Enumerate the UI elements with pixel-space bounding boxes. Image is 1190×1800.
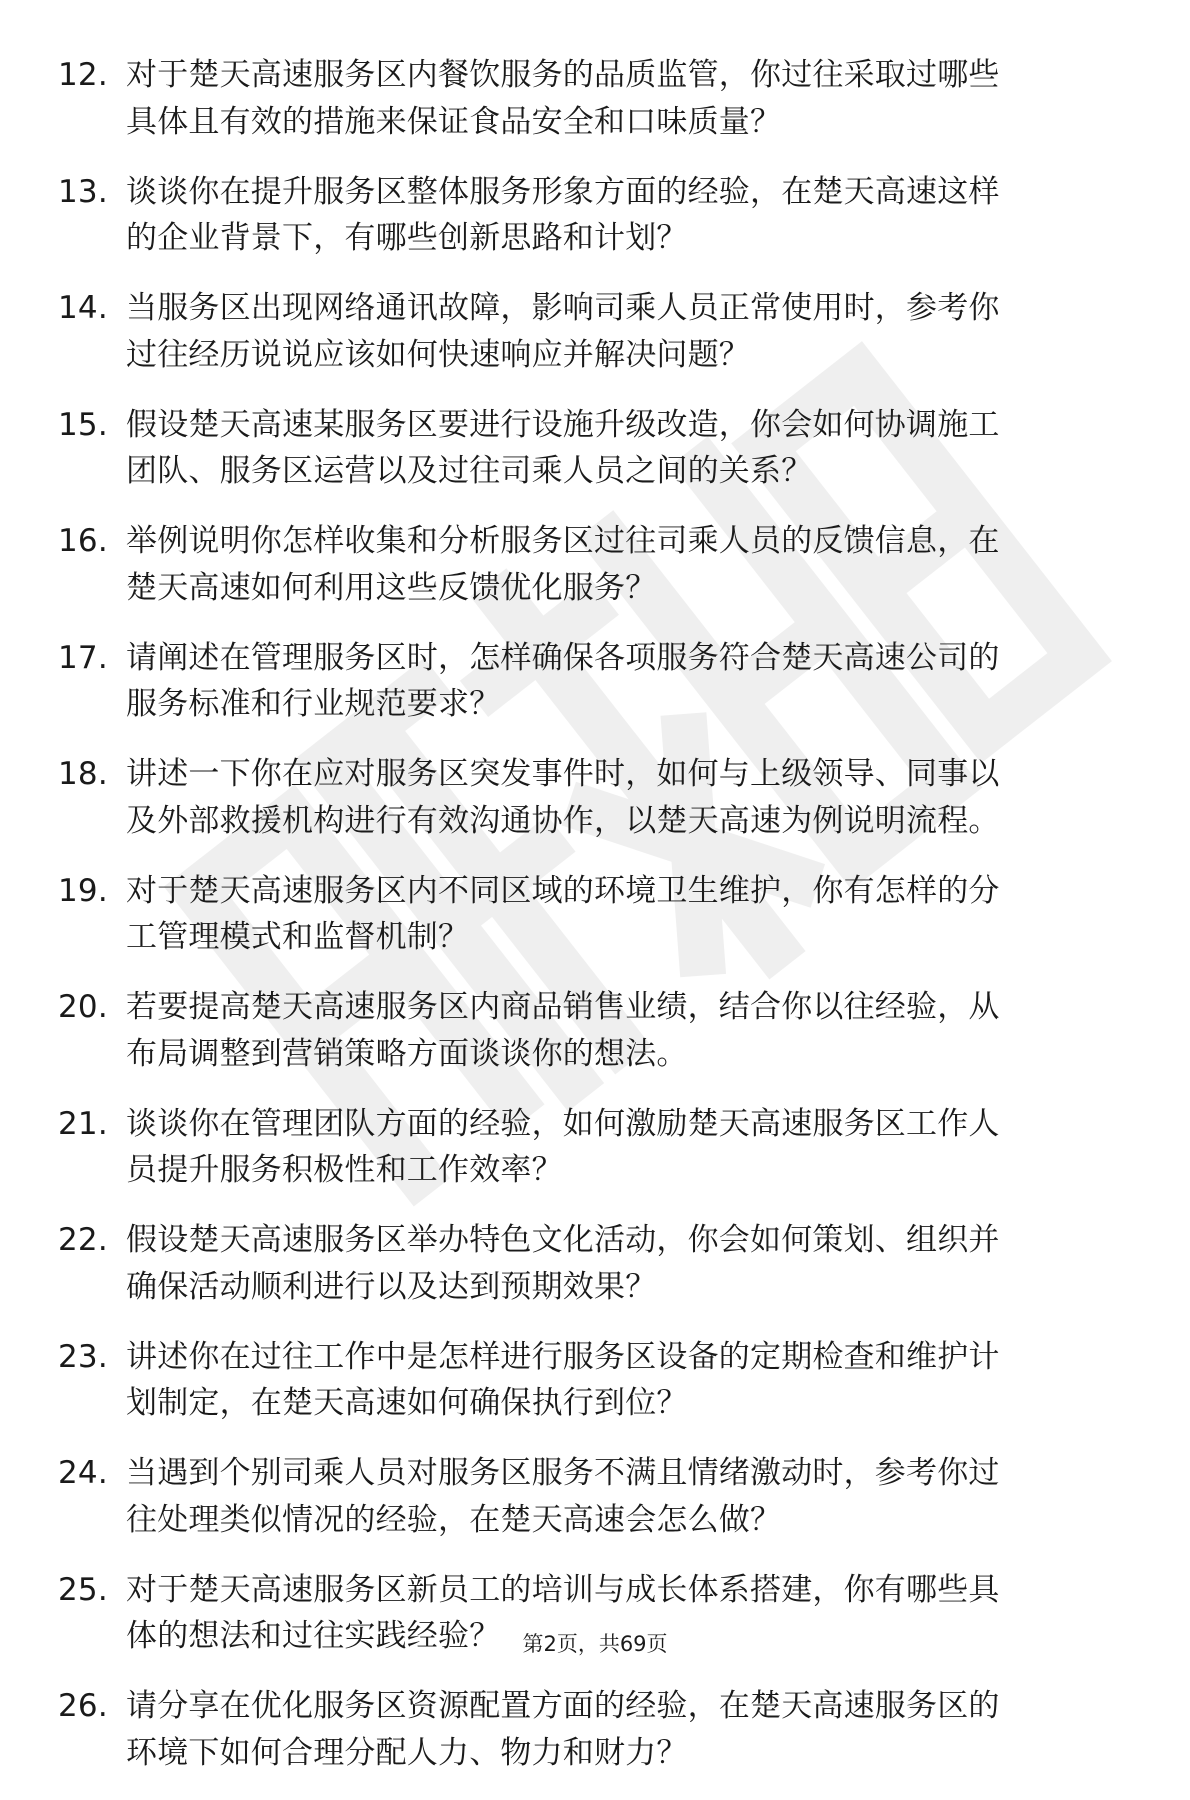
question-line: 划制定，在楚天高速如何确保执行到位？ xyxy=(126,1385,688,1421)
question-number: 21. xyxy=(58,1105,108,1142)
question-line: 团队、服务区运营以及过往司乘人员之间的关系？ xyxy=(126,453,813,489)
question-line: 环境下如何合理分配人力、物力和财力？ xyxy=(126,1734,688,1771)
question-line: 过往经历说说应该如何快速响应并解决问题？ xyxy=(126,336,750,373)
question-line: 确保活动顺利进行以及达到预期效果？ xyxy=(126,1268,657,1305)
question-line: 楚天高速如何利用这些反馈优化服务？ xyxy=(126,569,657,606)
list-item xyxy=(58,1450,1118,1543)
list-item xyxy=(58,868,1118,961)
list-item xyxy=(58,635,1118,728)
question-line: 服务标准和行业规范要求？ xyxy=(126,686,501,722)
question-number: 23. xyxy=(58,1338,108,1375)
question-number: 22. xyxy=(58,1222,108,1258)
question-line: 假设楚天高速某服务区要进行设施升级改造，你会如何协调施工 xyxy=(126,406,1000,443)
list-item xyxy=(58,1217,1118,1310)
question-number: 13. xyxy=(58,173,108,210)
question-number: 17. xyxy=(58,639,108,676)
question-line: 谈谈你在管理团队方面的经验，如何激励楚天高速服务区工作人 xyxy=(126,1105,1000,1142)
question-line: 若要提高楚天高速服务区内商品销售业绩，结合你以往经验，从 xyxy=(126,989,1000,1025)
question-number: 18. xyxy=(58,756,108,792)
list-item xyxy=(58,518,1118,611)
list-item xyxy=(58,285,1118,378)
question-line: 布局调整到营销策略方面谈谈你的想法。 xyxy=(126,1035,688,1072)
list-item xyxy=(58,402,1118,495)
question-number: 26. xyxy=(58,1688,108,1724)
question-line: 往处理类似情况的经验，在楚天高速会怎么做？ xyxy=(126,1501,782,1538)
question-line: 讲述一下你在应对服务区突发事件时，如何与上级领导、同事以 xyxy=(126,756,1000,792)
list-item xyxy=(58,52,1118,145)
question-number: 20. xyxy=(58,989,108,1025)
question-line: 的企业背景下，有哪些创新思路和计划？ xyxy=(126,220,688,256)
question-line: 体的想法和过往实践经验？ xyxy=(126,1618,501,1654)
question-number: 12. xyxy=(58,57,108,93)
question-line: 假设楚天高速服务区举办特色文化活动，你会如何策划、组织并 xyxy=(126,1222,1000,1258)
question-line: 对于楚天高速服务区内不同区域的环境卫生维护，你有怎样的分 xyxy=(126,872,1000,909)
question-number: 25. xyxy=(58,1571,108,1608)
question-line: 讲述你在过往工作中是怎样进行服务区设备的定期检查和维护计 xyxy=(126,1338,1000,1375)
question-line: 举例说明你怎样收集和分析服务区过往司乘人员的反馈信息，在 xyxy=(126,523,1000,559)
question-line: 工管理模式和监督机制？ xyxy=(126,919,470,955)
question-line: 员提升服务积极性和工作效率？ xyxy=(126,1152,563,1188)
list-item xyxy=(58,1683,1118,1776)
list-item xyxy=(58,169,1118,262)
page-number-footer: 第2页，共69页 xyxy=(522,1632,668,1656)
question-line: 及外部救援机构进行有效沟通协作，以楚天高速为例说明流程。 xyxy=(126,802,1000,839)
question-number: 15. xyxy=(58,406,108,443)
question-line: 谈谈你在提升服务区整体服务形象方面的经验，在楚天高速这样 xyxy=(126,173,1000,210)
question-number: 24. xyxy=(58,1455,108,1491)
question-list xyxy=(58,52,1118,1800)
question-line: 具体且有效的措施来保证食品安全和口味质量？ xyxy=(126,103,782,140)
question-line: 当服务区出现网络通讯故障，影响司乘人员正常使用时，参考你 xyxy=(126,290,1000,326)
question-number: 16. xyxy=(58,523,108,559)
question-number: 19. xyxy=(58,872,108,909)
list-item xyxy=(58,1334,1118,1427)
question-line: 对于楚天高速服务区内餐饮服务的品质监管，你过往采取过哪些 xyxy=(126,57,1000,93)
question-line: 请阐述在管理服务区时，怎样确保各项服务符合楚天高速公司的 xyxy=(126,639,1000,676)
list-item xyxy=(58,984,1118,1077)
list-item xyxy=(58,1101,1118,1194)
question-number: 14. xyxy=(58,290,108,326)
question-line: 请分享在优化服务区资源配置方面的经验，在楚天高速服务区的 xyxy=(126,1688,1000,1724)
question-line: 当遇到个别司乘人员对服务区服务不满且情绪激动时，参考你过 xyxy=(126,1455,1000,1491)
question-line: 对于楚天高速服务区新员工的培训与成长体系搭建，你有哪些具 xyxy=(126,1571,1000,1608)
list-item xyxy=(58,751,1118,844)
